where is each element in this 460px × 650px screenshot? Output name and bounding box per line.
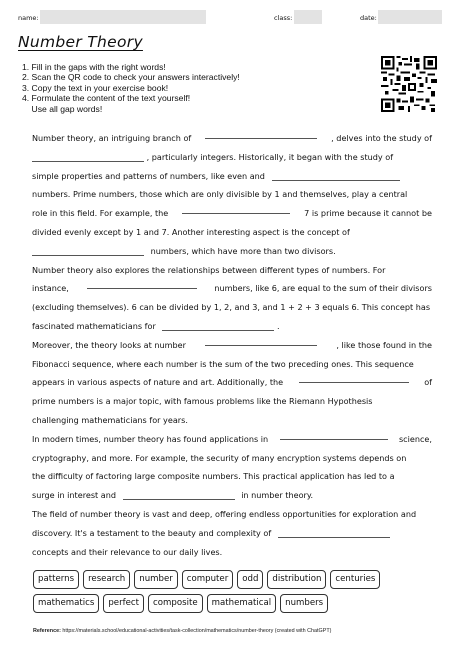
word-bank [33, 570, 433, 618]
gap-blank[interactable] [272, 171, 400, 181]
word-chip[interactable]: mathematics [33, 594, 99, 613]
instruction-item: 4. Formulate the content of the text yourself! [22, 93, 191, 104]
name-label: name: [18, 14, 39, 22]
word-chip[interactable]: odd [237, 570, 263, 589]
gap-blank[interactable] [205, 336, 317, 346]
text-line: Number theory, an intriguing branch of , delves into the study of [32, 129, 432, 148]
text-line: appears in various aspects of nature and art. Additionally, the of [32, 373, 432, 392]
class-label: class: [274, 14, 293, 22]
worksheet-header [18, 10, 442, 26]
text-line: In modern times, number theory has found applications in science, [32, 430, 432, 449]
gap-blank[interactable] [162, 321, 274, 331]
text-line: challenging mathematicians for years. [32, 414, 188, 425]
word-chip[interactable]: patterns [33, 570, 79, 589]
name-field[interactable] [40, 10, 206, 24]
text-line: the difficulty of factoring large composite numbers. This practical application has led to a [32, 471, 395, 482]
text-line: prime numbers is a major topic, with famous problems like the Riemann Hypothesis [32, 396, 373, 407]
text-line: fascinated mathematicians for . [32, 320, 280, 331]
gap-blank[interactable] [32, 152, 144, 162]
text-line: instance, numbers, like 6, are equal to the sum of their divisors [32, 279, 432, 298]
instruction-item: Use all gap words! [22, 103, 103, 114]
word-chip[interactable]: number [134, 570, 178, 589]
text-line: (excluding themselves). 6 can be divided by 1, 2, and 3, and 1 + 2 + 3 equals 6. This concept has [32, 302, 431, 313]
text-line: numbers, which have more than two divisors. [32, 242, 432, 261]
reference-note [33, 628, 331, 634]
word-chip[interactable]: centuries [330, 570, 380, 589]
date-label: date: [360, 14, 377, 22]
gap-blank[interactable] [299, 373, 409, 383]
text-line: , particularly integers. Historically, it began with the study of [32, 148, 432, 167]
text-line: numbers. Prime numbers, those which are only divisible by 1 and themselves, play a central [32, 189, 408, 200]
page-title: Number Theory [18, 33, 143, 51]
word-chip[interactable]: composite [148, 594, 203, 613]
text-line: Moreover, the theory looks at number , like those found in the [32, 336, 432, 355]
text-line: role in this field. For example, the 7 is prime because it cannot be [32, 204, 432, 223]
gap-blank[interactable] [205, 129, 317, 139]
qr-code-icon[interactable] [381, 56, 437, 112]
gap-text [32, 129, 432, 561]
gap-blank[interactable] [182, 204, 290, 214]
gap-blank[interactable] [32, 246, 144, 256]
gap-blank[interactable] [280, 430, 388, 440]
text-line: Fibonacci sequence, where each number is the sum of the two preceding ones. This sequence [32, 358, 414, 369]
date-field[interactable] [378, 10, 442, 24]
text-line: concepts and their relevance to our daily lives. [32, 546, 223, 557]
word-chip[interactable]: computer [182, 570, 233, 589]
word-chip[interactable]: perfect [103, 594, 144, 613]
reference-label: Reference: [33, 628, 61, 634]
text-line: The field of number theory is vast and deep, offering endless opportunities for exploration and [32, 508, 417, 519]
word-chip[interactable]: distribution [267, 570, 326, 589]
gap-blank[interactable] [87, 279, 197, 289]
word-bank-row [33, 570, 433, 589]
gap-blank[interactable] [278, 528, 390, 538]
text-line: surge in interest and in number theory. [32, 490, 314, 501]
text-line: divided evenly except by 1 and 7. Another interesting aspect is the concept of [32, 226, 350, 237]
instruction-item: 3. Copy the text in your exercise book! [22, 82, 169, 93]
class-field[interactable] [294, 10, 322, 24]
text-line: Number theory also explores the relationships between different types of numbers. For [32, 264, 386, 275]
text-line: simple properties and patterns of numbers, like even and [32, 167, 432, 186]
instruction-item: 1. Fill in the gaps with the right words! [22, 62, 166, 72]
word-bank-row [33, 594, 433, 613]
instructions-list [22, 62, 240, 114]
gap-blank[interactable] [123, 490, 235, 500]
word-chip[interactable]: research [83, 570, 130, 589]
reference-link[interactable]: https://materials.school/educational-activities/task-collection/mathematics/number-theory (created with ChatGPT) [62, 628, 332, 634]
text-line: cryptography, and more. For example, the security of many encryption systems depends on [32, 452, 407, 463]
word-chip[interactable]: numbers [280, 594, 328, 613]
instruction-item: 2. Scan the QR code to check your answers interactively! [22, 72, 240, 83]
word-chip[interactable]: mathematical [207, 594, 277, 613]
text-line: discovery. It's a testament to the beauty and complexity of [32, 524, 432, 543]
